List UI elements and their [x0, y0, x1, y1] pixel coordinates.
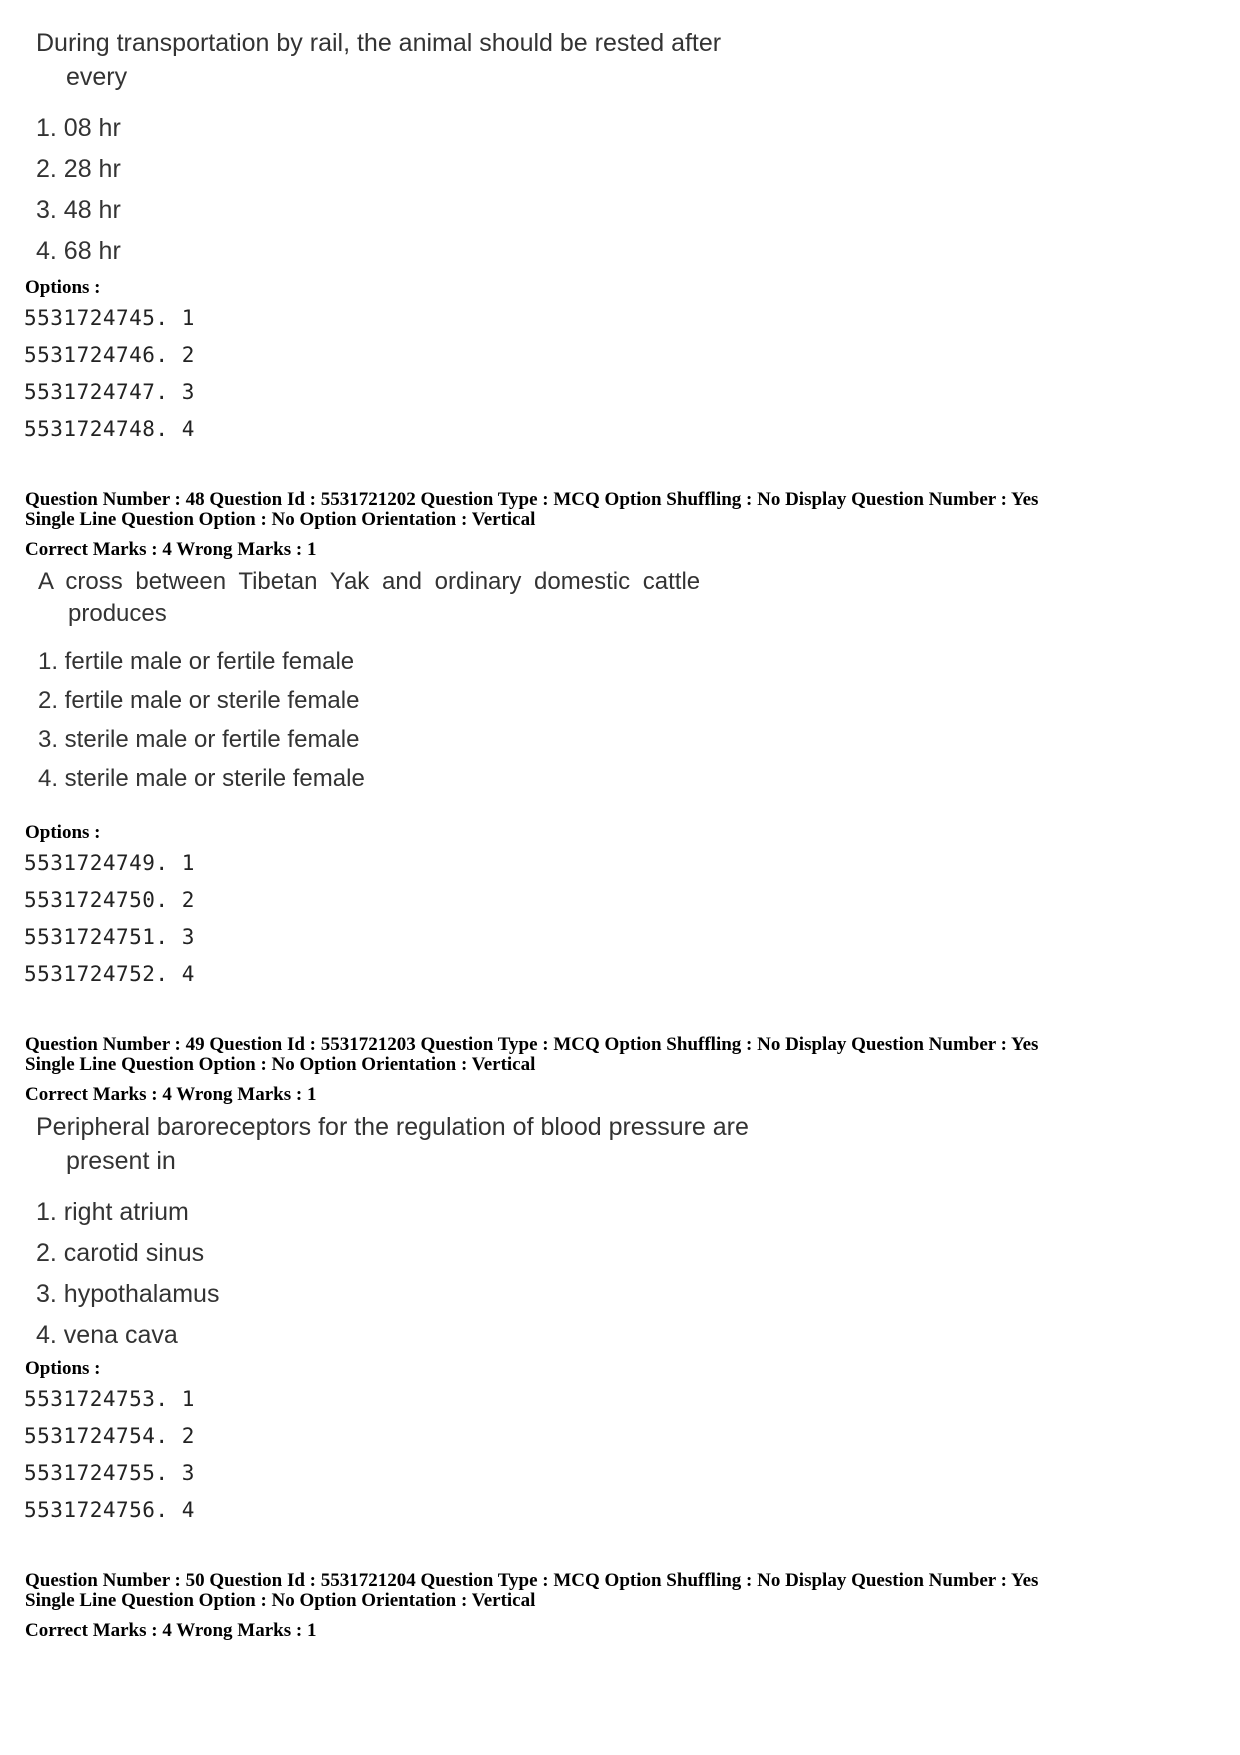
q47-option-id: 5531724745. 1 — [24, 306, 195, 330]
q48-question-image — [38, 566, 700, 798]
q48-choice: 3. sterile male or fertile female — [38, 726, 360, 753]
q49-option-id: 5531724754. 2 — [24, 1424, 195, 1448]
q47-stem-line1: During transportation by rail, the animal should be rested after — [36, 29, 722, 57]
q49-choices — [36, 1192, 749, 1356]
q49-stem-line2: present in — [66, 1147, 176, 1175]
q49-stem-line1: Peripheral baroreceptors for the regulation of blood pressure are — [36, 1113, 749, 1141]
q48-meta-line2: Single Line Question Option : No Option Orientation : Vertical — [25, 509, 536, 530]
q47-question-image — [36, 26, 721, 272]
q49-option-id: 5531724755. 3 — [24, 1461, 195, 1485]
q47-option-id: 5531724746. 2 — [24, 343, 195, 367]
q48-choice: 4. sterile male or sterile female — [38, 765, 365, 792]
q50-meta-line2: Single Line Question Option : No Option Orientation : Vertical — [25, 1590, 536, 1611]
q48-option-id: 5531724752. 4 — [24, 962, 195, 986]
q50-marks: Correct Marks : 4 Wrong Marks : 1 — [25, 1620, 317, 1641]
q49-meta-line1: Question Number : 49 Question Id : 5531721203 Question Type : MCQ Option Shuffling : No Display Question Number : Yes — [25, 1034, 1039, 1055]
q49-meta-line2: Single Line Question Option : No Option Orientation : Vertical — [25, 1054, 536, 1075]
q49-question-image — [36, 1110, 749, 1356]
q47-choice: 4. 68 hr — [36, 237, 121, 265]
q49-marks: Correct Marks : 4 Wrong Marks : 1 — [25, 1084, 317, 1105]
q47-choice: 2. 28 hr — [36, 155, 121, 183]
q47-option-id: 5531724747. 3 — [24, 380, 195, 404]
q48-option-id: 5531724750. 2 — [24, 888, 195, 912]
q48-choice: 2. fertile male or sterile female — [38, 687, 360, 714]
q48-option-id: 5531724751. 3 — [24, 925, 195, 949]
q49-option-id: 5531724753. 1 — [24, 1387, 195, 1411]
q50-meta-line1: Question Number : 50 Question Id : 5531721204 Question Type : MCQ Option Shuffling : No Display Question Number : Yes — [25, 1570, 1039, 1591]
q48-marks: Correct Marks : 4 Wrong Marks : 1 — [25, 539, 317, 560]
q47-choice: 3. 48 hr — [36, 196, 121, 224]
q49-choice: 3. hypothalamus — [36, 1280, 220, 1308]
q47-choice: 1. 08 hr — [36, 114, 121, 142]
q48-meta-line1: Question Number : 48 Question Id : 5531721202 Question Type : MCQ Option Shuffling : No Display Question Number : Yes — [25, 489, 1039, 510]
q49-stem — [36, 1110, 749, 1178]
q48-choices — [38, 642, 700, 798]
q48-stem — [38, 566, 700, 630]
q47-choices — [36, 108, 721, 272]
q47-stem-line2: every — [66, 63, 128, 91]
q49-options-label: Options : — [25, 1358, 101, 1379]
q49-option-id: 5531724756. 4 — [24, 1498, 195, 1522]
q49-choice: 4. vena cava — [36, 1321, 178, 1349]
q48-stem-line2: produces — [68, 600, 167, 627]
q48-options-label: Options : — [25, 822, 101, 843]
q49-choice: 1. right atrium — [36, 1198, 189, 1226]
q47-option-id: 5531724748. 4 — [24, 417, 195, 441]
q48-option-id: 5531724749. 1 — [24, 851, 195, 875]
q47-options-label: Options : — [25, 277, 101, 298]
q49-choice: 2. carotid sinus — [36, 1239, 205, 1267]
q47-stem — [36, 26, 721, 94]
q48-choice: 1. fertile male or fertile female — [38, 648, 355, 675]
q48-stem-line1: A cross between Tibetan Yak and ordinary domestic cattle — [38, 568, 701, 595]
